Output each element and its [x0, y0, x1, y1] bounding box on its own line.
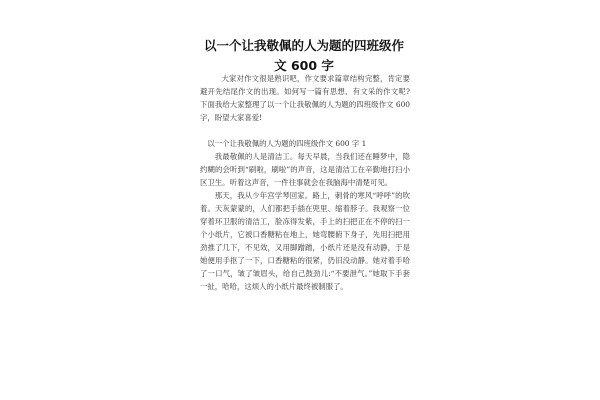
essay-heading: 以一个让我敬佩的人为题的四班级作文 600 字 1: [207, 139, 367, 148]
essay-paragraph-1: 我最敬佩的人是清洁工。每天早晨，当我们还在睡梦中，隐约糊的会听到“刷啦，刷啦”的声音，这是清洁工在辛勤地打扫小区卫生。听着这声音，一件往事就会在我脑海中清楚可见。: [200, 152, 410, 187]
document-title: 以一个让我敬佩的人为题的四班级作文 600 字: [203, 38, 404, 73]
paragraph-spacer: [200, 124, 410, 137]
document-body: [200, 72, 410, 293]
intro-paragraph: 大家对作文很是熟识吧，作文要求篇章结构完整，肯定要避开先结尾作文的出现。如何写一篇有思想、有文采的作文呢?下面我给大家整理了以一个让我敬佩的人为题的四班级作文 600 字，盼望大家喜爱!: [200, 74, 410, 122]
essay-paragraph-2: 那天，我从少年宫学琴回家。路上，刺骨的寒风“呼呼”的吹着。天灰蒙蒙的，人们都把手插在兜里、缩着脖子。我观察一位穿着环卫服的清洁工，脸冻得发紫，手上的扫把正在不停的扫一个小纸片，它被口香糖粘在地上，她弯腰俯下身子，先用扫把用劲推了几下，不见效，又用脚蹭蹭，小纸片还是没有动静，于是她便用手抠了一下，口香糖粘的很紧，仍旧没动静。她对着手哈了一口气，皱了皱眉头，给自己鼓劲儿:“不要泄气。”她取下手套一扯，哈哈，这烦人的小纸片最终被制服了。: [200, 191, 410, 291]
